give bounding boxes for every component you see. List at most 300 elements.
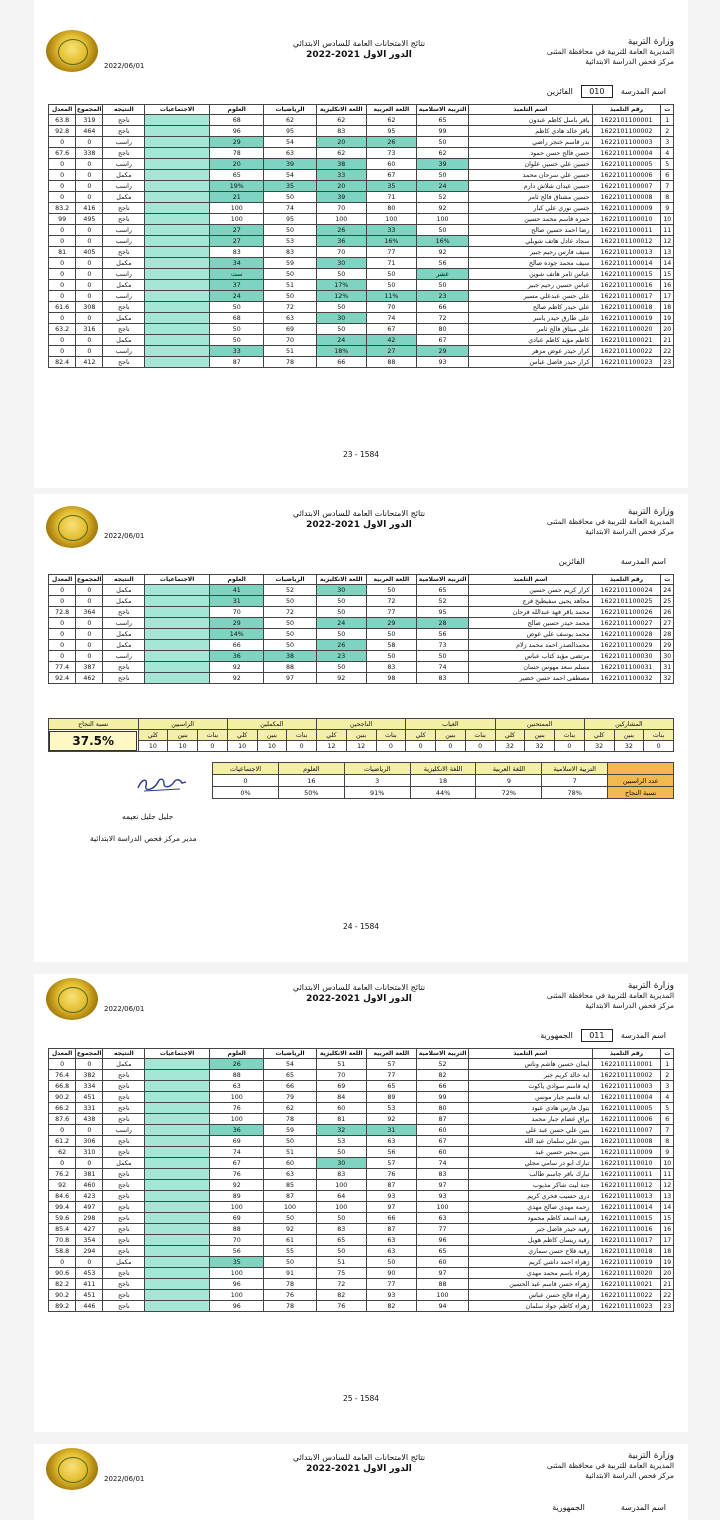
column-header-arabic: اللغة العربية — [366, 105, 416, 115]
table-row — [49, 192, 674, 203]
cell-average: 0 — [49, 291, 76, 302]
cell-math: 70 — [264, 335, 316, 346]
directorate-name: المديرية العامة للتربية في محافظة المثنى — [546, 1461, 674, 1471]
cell-student-id: 1622101100031 — [592, 662, 661, 673]
cell-student-id: 1622101110010 — [592, 1158, 661, 1169]
table-row — [49, 115, 674, 126]
cell-total: 0 — [76, 1059, 103, 1070]
cell-total: 310 — [76, 1147, 103, 1158]
cell-english: 50 — [316, 1246, 366, 1257]
cell-serial: 17 — [661, 291, 674, 302]
cell-result: ناجح — [103, 1081, 145, 1092]
cell-arabic: 63 — [366, 1235, 416, 1246]
cell-total: 387 — [76, 662, 103, 673]
cell-total: 495 — [76, 214, 103, 225]
cell-student-name: حسين مشتاق فالح ثامر — [469, 192, 592, 203]
cell-arabic: 66 — [366, 1213, 416, 1224]
cell-science: 14% — [210, 629, 264, 640]
school-code: 011 — [581, 1029, 613, 1042]
cell-social — [145, 170, 210, 181]
cell-arabic: 26 — [366, 137, 416, 148]
cell-science: 69 — [210, 1136, 264, 1147]
cell-arabic: 74 — [366, 313, 416, 324]
cell-english: 76 — [316, 1301, 366, 1312]
cell-average: 83.2 — [49, 203, 76, 214]
cell-arabic: 87 — [366, 1180, 416, 1191]
cell-islamic: 73 — [416, 640, 468, 651]
summary-sub-label: بنين — [614, 730, 644, 741]
cell-student-name: رضا احمد حسين صالح — [469, 225, 592, 236]
cell-islamic: 60 — [416, 1125, 468, 1136]
cell-total: 364 — [76, 607, 103, 618]
cell-social — [145, 640, 210, 651]
column-header-total: المجموع — [76, 106, 102, 113]
cell-total: 381 — [76, 1169, 103, 1180]
subject-header-row — [213, 763, 674, 775]
table-row — [49, 1136, 674, 1147]
cell-science: 88 — [210, 1224, 264, 1235]
cell-result: مكمل — [103, 640, 145, 651]
cell-social — [145, 596, 210, 607]
cell-arabic: 50 — [366, 629, 416, 640]
cell-serial: 26 — [661, 607, 674, 618]
cell-english: 18% — [316, 346, 366, 357]
cell-result: ناجح — [103, 1301, 145, 1312]
cell-math: 85 — [264, 1180, 316, 1191]
column-header-serial: ت — [661, 105, 674, 115]
cell-math: 60 — [264, 1158, 316, 1169]
cell-arabic: 42 — [366, 335, 416, 346]
cell-islamic: 16% — [416, 236, 468, 247]
cell-serial: 13 — [661, 1191, 674, 1202]
report-date: 2022/06/01 — [104, 1005, 145, 1013]
cell-average: 67.6 — [49, 148, 76, 159]
cell-islamic: 97 — [416, 1268, 468, 1279]
cell-serial: 10 — [661, 214, 674, 225]
cell-result: مكمل — [103, 170, 145, 181]
table-row — [49, 673, 674, 684]
cell-math: 51 — [264, 346, 316, 357]
summary-sub-label: بنات — [198, 730, 228, 741]
cell-math: 78 — [264, 1301, 316, 1312]
cell-science: 96 — [210, 126, 264, 137]
cell-result: مكمل — [103, 1059, 145, 1070]
report-date: 2022/06/01 — [104, 1475, 145, 1483]
column-header-average: المعدل — [49, 1049, 76, 1059]
cell-science: 96 — [210, 1279, 264, 1290]
table-row — [49, 1114, 674, 1125]
cell-islamic: عشر — [416, 269, 468, 280]
cell-student-id: 1622101100005 — [592, 159, 661, 170]
cell-average: 66.2 — [49, 1103, 76, 1114]
cell-arabic: 77 — [366, 607, 416, 618]
cell-math: 51 — [264, 280, 316, 291]
cell-total: 438 — [76, 1114, 103, 1125]
summary-group-passed: الناجحين — [317, 719, 406, 730]
cell-total: 0 — [76, 629, 103, 640]
cell-science: 33 — [210, 346, 264, 357]
cell-student-id: 1622101100023 — [592, 357, 661, 368]
cell-result: راسب — [103, 651, 145, 662]
cell-english: 100 — [316, 1180, 366, 1191]
cell-english: 50 — [316, 302, 366, 313]
cell-islamic: 28 — [416, 618, 468, 629]
cell-arabic: 77 — [366, 247, 416, 258]
cell-math: 79 — [264, 1092, 316, 1103]
table-row — [49, 137, 674, 148]
cell-arabic: 97 — [366, 1202, 416, 1213]
cell-serial: 1 — [661, 115, 674, 126]
cell-average: 0 — [49, 585, 76, 596]
cell-science: 70 — [210, 1235, 264, 1246]
cell-result: ناجح — [103, 662, 145, 673]
cell-result: ناجح — [103, 1191, 145, 1202]
cell-islamic: 77 — [416, 1224, 468, 1235]
cell-science: 92 — [210, 1180, 264, 1191]
cell-science: 76 — [210, 1103, 264, 1114]
cell-arabic: 71 — [366, 192, 416, 203]
cell-social — [145, 291, 210, 302]
pass-rate-value: 37.5% — [49, 731, 137, 751]
subject-header: التربية الاسلامية — [542, 763, 608, 775]
cell-science: 66 — [210, 640, 264, 651]
cell-science: 63 — [210, 1081, 264, 1092]
cell-english: 24 — [316, 335, 366, 346]
cell-science: 56 — [210, 1246, 264, 1257]
cell-science: 27 — [210, 225, 264, 236]
cell-english: 53 — [316, 1136, 366, 1147]
summary-value-failed: 0 — [198, 741, 228, 752]
cell-social — [145, 280, 210, 291]
cell-islamic: 94 — [416, 1301, 468, 1312]
cell-average: 0 — [49, 346, 76, 357]
cell-math: 51 — [264, 1147, 316, 1158]
column-header-student-name: اسم التلميذ — [469, 1049, 592, 1059]
cell-total: 316 — [76, 324, 103, 335]
cell-social — [145, 1246, 210, 1257]
cell-science: 87 — [210, 357, 264, 368]
table-row — [49, 1092, 674, 1103]
cell-social — [145, 1136, 210, 1147]
cell-student-id: 1622101110013 — [592, 1191, 661, 1202]
cell-social — [145, 236, 210, 247]
cell-student-id: 1622101100009 — [592, 203, 661, 214]
cell-student-id: 1622101110009 — [592, 1147, 661, 1158]
summary-values-row — [49, 741, 674, 752]
cell-average: 0 — [49, 1257, 76, 1268]
cell-result: ناجح — [103, 1213, 145, 1224]
cell-arabic: 87 — [366, 1224, 416, 1235]
subject-failed-count: 18 — [410, 775, 476, 787]
cell-islamic: 99 — [416, 126, 468, 137]
cell-result: ناجح — [103, 1279, 145, 1290]
cell-student-name: علي ميثاق فالح ثامر — [469, 324, 592, 335]
cell-english: 20 — [316, 181, 366, 192]
cell-student-name: علي طارق حيدر ياسر — [469, 313, 592, 324]
cell-math: 63 — [264, 148, 316, 159]
column-header-islamic: التربية الاسلامية — [416, 105, 468, 115]
cell-arabic: 67 — [366, 324, 416, 335]
cell-average: 90.2 — [49, 1092, 76, 1103]
cell-student-name: تبارك ابو در سامي مجلي — [469, 1158, 592, 1169]
cell-math: 53 — [264, 236, 316, 247]
cell-serial: 1 — [661, 1059, 674, 1070]
subject-pass-rate-label: نسبة النجاح — [608, 787, 674, 799]
cell-english: 100 — [316, 214, 366, 225]
cell-student-name: محمد باقر فهد عبدالله فرحان — [469, 607, 592, 618]
cell-science: 69 — [210, 1213, 264, 1224]
column-header-science: العلوم — [210, 105, 264, 115]
summary-value-examined: 32 — [495, 741, 525, 752]
cell-social — [145, 137, 210, 148]
cell-english: 50 — [316, 596, 366, 607]
cell-student-name: رقية فلاح حسن سماري — [469, 1246, 592, 1257]
cell-result: ناجح — [103, 115, 145, 126]
cell-arabic: 50 — [366, 269, 416, 280]
cell-average: 76.4 — [49, 1070, 76, 1081]
cell-english: 23 — [316, 651, 366, 662]
results-table — [48, 104, 674, 368]
signatory-name: جليل جليل نعيمه — [122, 812, 174, 821]
table-row — [49, 170, 674, 181]
cell-student-id: 1622101100006 — [592, 170, 661, 181]
cell-average: 0 — [49, 170, 76, 181]
cell-islamic: 80 — [416, 1103, 468, 1114]
round-line: 2022-2021 الدور الاول — [306, 1464, 412, 1474]
cell-student-id: 1622101100029 — [592, 640, 661, 651]
cell-student-name: بدر قاسم خنجر راضي — [469, 137, 592, 148]
cell-social — [145, 1301, 210, 1312]
cell-serial: 20 — [661, 324, 674, 335]
cell-math: 63 — [264, 1169, 316, 1180]
cell-social — [145, 335, 210, 346]
cell-student-id: 1622101110015 — [592, 1213, 661, 1224]
cell-science: 88 — [210, 1070, 264, 1081]
cell-serial: 32 — [661, 673, 674, 684]
cell-social — [145, 148, 210, 159]
cell-student-id: 1622101100012 — [592, 236, 661, 247]
cell-islamic: 50 — [416, 280, 468, 291]
column-header-math: الرياضيات — [264, 575, 316, 585]
cell-english: 66 — [316, 357, 366, 368]
cell-result: ناجح — [103, 1147, 145, 1158]
cell-math: 91 — [264, 1268, 316, 1279]
cell-islamic: 60 — [416, 1257, 468, 1268]
table-row — [49, 618, 674, 629]
column-header-student-name: اسم التلميذ — [469, 105, 592, 115]
cell-arabic: 50 — [366, 280, 416, 291]
cell-result: ناجح — [103, 1235, 145, 1246]
cell-serial: 21 — [661, 335, 674, 346]
cell-science: 24 — [210, 291, 264, 302]
cell-english: 69 — [316, 1081, 366, 1092]
cell-average: 92.8 — [49, 126, 76, 137]
cell-total: 460 — [76, 1180, 103, 1191]
cell-social — [145, 651, 210, 662]
subject-failed-count: 0 — [213, 775, 279, 787]
cell-arabic: 31 — [366, 1125, 416, 1136]
cell-serial: 31 — [661, 662, 674, 673]
cell-social — [145, 1059, 210, 1070]
cell-student-name: كرار كريم حسن حسين — [469, 585, 592, 596]
cell-result: ناجح — [103, 357, 145, 368]
cell-english: 50 — [316, 629, 366, 640]
table-row — [49, 651, 674, 662]
cell-total: 0 — [76, 291, 103, 302]
ministry-seal-logo — [46, 30, 98, 72]
cell-social — [145, 126, 210, 137]
cell-english: 36 — [316, 236, 366, 247]
cell-student-id: 1622101110019 — [592, 1257, 661, 1268]
cell-arabic: 33 — [366, 225, 416, 236]
summary-value-absent: 0 — [406, 741, 436, 752]
cell-science: 70 — [210, 607, 264, 618]
cell-science: 26 — [210, 1059, 264, 1070]
cell-arabic: 72 — [366, 596, 416, 607]
cell-science: 100 — [210, 203, 264, 214]
summary-value-supplementary: 0 — [287, 741, 317, 752]
cell-arabic: 90 — [366, 1268, 416, 1279]
cell-average: 90.6 — [49, 1268, 76, 1279]
table-row — [49, 1059, 674, 1070]
cell-islamic: 95 — [416, 607, 468, 618]
cell-average: 0 — [49, 1125, 76, 1136]
cell-islamic: 83 — [416, 1169, 468, 1180]
cell-serial: 25 — [661, 596, 674, 607]
cell-math: 62 — [264, 1103, 316, 1114]
report-title — [244, 38, 474, 61]
cell-average: 0 — [49, 313, 76, 324]
cell-islamic: 93 — [416, 1191, 468, 1202]
cell-math: 87 — [264, 1191, 316, 1202]
cell-islamic: 96 — [416, 1235, 468, 1246]
table-row — [49, 258, 674, 269]
cell-average: 90.2 — [49, 1290, 76, 1301]
cell-result: مكمل — [103, 335, 145, 346]
cell-arabic: 67 — [366, 170, 416, 181]
cell-english: 30 — [316, 258, 366, 269]
cell-science: ست — [210, 269, 264, 280]
cell-arabic: 76 — [366, 1169, 416, 1180]
cell-islamic: 92 — [416, 203, 468, 214]
cell-arabic: 98 — [366, 673, 416, 684]
cell-social — [145, 1092, 210, 1103]
cell-islamic: 24 — [416, 181, 468, 192]
cell-student-id: 1622101100004 — [592, 148, 661, 159]
column-header-english: اللغة الانكليزية — [316, 575, 366, 585]
subject-pass-rate: 78% — [542, 787, 608, 799]
cell-islamic: 65 — [416, 1246, 468, 1257]
cell-serial: 11 — [661, 1169, 674, 1180]
cell-total: 0 — [76, 280, 103, 291]
cell-science: 50 — [210, 324, 264, 335]
cell-student-id: 1622101100016 — [592, 280, 661, 291]
cell-english: 83 — [316, 1169, 366, 1180]
cell-arabic: 53 — [366, 1103, 416, 1114]
cell-arabic: 88 — [366, 357, 416, 368]
column-header-social: الاجتماعيات — [145, 105, 210, 115]
table-row — [49, 313, 674, 324]
cell-serial: 9 — [661, 203, 674, 214]
cell-arabic: 89 — [366, 1092, 416, 1103]
cell-average: 0 — [49, 651, 76, 662]
column-header-serial: ت — [661, 575, 674, 585]
cell-social — [145, 159, 210, 170]
cell-average: 72.8 — [49, 607, 76, 618]
cell-result: ناجح — [103, 1114, 145, 1125]
document-page-3 — [34, 974, 688, 1432]
summary-sub-label: بنات — [555, 730, 585, 741]
cell-english: 83 — [316, 126, 366, 137]
column-header-math: الرياضيات — [264, 1049, 316, 1059]
cell-social — [145, 585, 210, 596]
cell-social — [145, 1081, 210, 1092]
cell-social — [145, 324, 210, 335]
cell-student-id: 1622101110001 — [592, 1059, 661, 1070]
summary-value-passed: 0 — [376, 741, 406, 752]
column-header-science: العلوم — [210, 1049, 264, 1059]
table-row — [49, 181, 674, 192]
cell-islamic: 50 — [416, 651, 468, 662]
cell-math: 39 — [264, 159, 316, 170]
cell-islamic: 29 — [416, 346, 468, 357]
summary-table — [48, 718, 674, 752]
cell-average: 92.4 — [49, 673, 76, 684]
cell-serial: 5 — [661, 159, 674, 170]
cell-total: 462 — [76, 673, 103, 684]
cell-student-name: رقية ريسان كاظم هويل — [469, 1235, 592, 1246]
cell-average: 87.6 — [49, 1114, 76, 1125]
cell-student-id: 1622101100026 — [592, 607, 661, 618]
cell-average: 81 — [49, 247, 76, 258]
table-row — [49, 1290, 674, 1301]
cell-result: ناجح — [103, 673, 145, 684]
cell-social — [145, 1147, 210, 1158]
cell-math: 54 — [264, 1059, 316, 1070]
summary-group-failed: الراسبين — [138, 719, 227, 730]
directorate-name: المديرية العامة للتربية في محافظة المثنى — [546, 991, 674, 1001]
column-header-result: النتيجه — [103, 105, 145, 115]
cell-student-id: 1622101110006 — [592, 1114, 661, 1125]
cell-islamic: 67 — [416, 1136, 468, 1147]
cell-social — [145, 225, 210, 236]
cell-student-name: باقر خالد هادي كاظم — [469, 126, 592, 137]
cell-result: ناجح — [103, 214, 145, 225]
cell-serial: 21 — [661, 1279, 674, 1290]
cell-student-id: 1622101100019 — [592, 313, 661, 324]
cell-math: 65 — [264, 1070, 316, 1081]
page-number: 24 - 1584 — [342, 922, 380, 931]
table-row — [49, 1235, 674, 1246]
cell-result: راسب — [103, 236, 145, 247]
table-row — [49, 629, 674, 640]
subject-header: الاجتماعيات — [213, 763, 279, 775]
cell-result: ناجح — [103, 203, 145, 214]
cell-social — [145, 1103, 210, 1114]
cell-result: ناجح — [103, 324, 145, 335]
summary-value-failed: 10 — [138, 741, 168, 752]
cell-arabic: 56 — [366, 1147, 416, 1158]
cell-student-name: حسن فالح حسن حمود — [469, 148, 592, 159]
cell-social — [145, 269, 210, 280]
cell-english: 50 — [316, 1213, 366, 1224]
column-header-average: المعدل — [49, 105, 76, 115]
subject-failed-count: 7 — [542, 775, 608, 787]
cell-english: 51 — [316, 1059, 366, 1070]
cell-result: ناجح — [103, 1180, 145, 1191]
results-table — [48, 1048, 674, 1312]
cell-student-name: اية خالد كريم جبر — [469, 1070, 592, 1081]
